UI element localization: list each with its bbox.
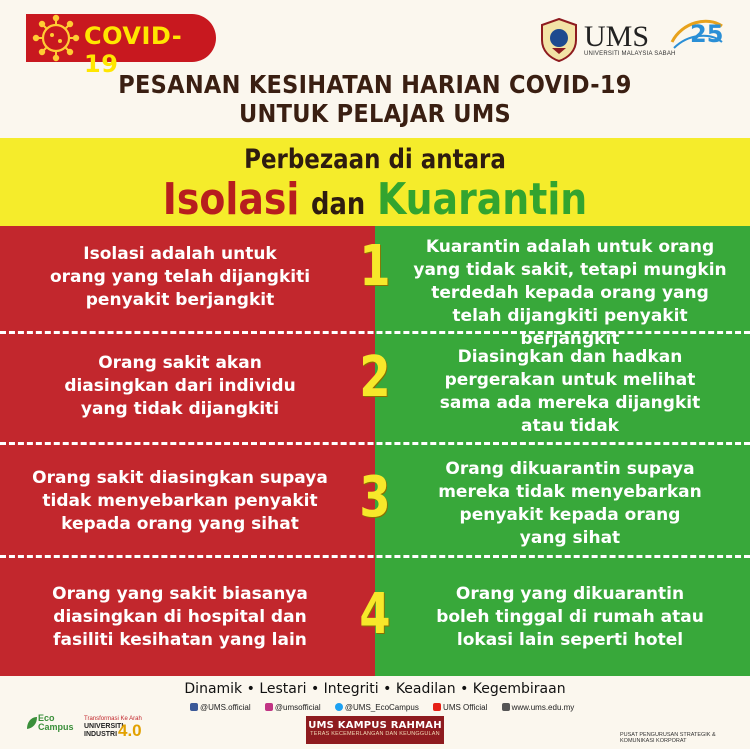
covid-badge-label: COVID-19 (84, 22, 183, 78)
social-facebook[interactable] (190, 703, 251, 712)
isolasi-point-3 (20, 467, 340, 536)
text-line: Orang sakit diasingkan supaya (32, 468, 328, 488)
social-handle: @UMS_EcoCampus (344, 703, 419, 712)
anniversary-number: 25 (690, 20, 724, 48)
isolasi-point-4 (20, 583, 340, 652)
kuarantin-point-2 (410, 346, 730, 438)
page-title-line2: UNTUK PELAJAR UMS (238, 99, 511, 128)
covid-badge (26, 14, 216, 78)
social-website[interactable] (502, 703, 575, 712)
row-number-4: 4 (359, 582, 391, 647)
comparison-subtitle: Perbezaan di antara (244, 144, 506, 175)
leaf-icon (26, 716, 38, 730)
text-line: boleh tinggal di rumah atau (436, 607, 704, 627)
text-line: yang sihat (519, 528, 621, 548)
text-line: tidak menyebarkan penyakit (42, 491, 318, 511)
isolasi-point-1 (20, 243, 340, 312)
row-divider (0, 555, 750, 558)
row-divider (0, 442, 750, 445)
text-line: telah dijangkiti penyakit berjangkit (452, 306, 688, 349)
text-line: diasingkan di hospital dan (53, 607, 307, 627)
text-line: Orang yang dikuarantin (455, 584, 685, 604)
text-line: orang yang telah dijangkiti (49, 267, 311, 287)
social-handle: @UMS.official (200, 703, 251, 712)
core-values: Dinamik • Lestari • Integriti • Keadilan • Kegembiraan (184, 681, 566, 697)
social-instagram[interactable] (265, 703, 321, 712)
social-youtube[interactable] (433, 703, 487, 712)
ums-logo-text: UMS (584, 20, 650, 53)
text-line: mereka tidak menyebarkan (438, 482, 702, 502)
industri-mid: UNIVERSITI INDUSTRI (84, 723, 124, 738)
text-line: Orang dikuarantin supaya (445, 459, 695, 479)
text-line: lokasi lain seperti hotel (456, 630, 684, 650)
footer (0, 676, 750, 749)
twitter-icon (335, 703, 343, 711)
kampus-rahmah-banner (306, 716, 444, 744)
isolasi-word: Isolasi (162, 174, 300, 225)
comparison-title (53, 174, 698, 225)
kuarantin-point-4 (410, 583, 730, 652)
text-line: diasingkan dari individu (64, 376, 296, 396)
industri-big: 4.0 (118, 721, 142, 740)
dan-word: dan (311, 187, 366, 222)
instagram-icon (265, 703, 273, 711)
text-line: fasiliti kesihatan yang lain (53, 630, 307, 650)
social-twitter[interactable] (335, 703, 419, 712)
row-number-3: 3 (359, 465, 391, 530)
facebook-icon (190, 703, 198, 711)
comparison-heading (0, 138, 750, 226)
text-line: Isolasi adalah untuk (83, 244, 277, 264)
kuarantin-point-3 (410, 458, 730, 550)
kuarantin-word: Kuarantin (376, 174, 588, 225)
text-line: yang tidak sakit, tetapi mungkin (413, 260, 727, 280)
industri-logo (84, 716, 144, 742)
text-line: pergerakan untuk melihat (444, 370, 696, 390)
isolasi-point-2 (20, 352, 340, 421)
ums-logo (540, 18, 676, 62)
social-handle: www.ums.edu.my (511, 703, 575, 712)
text-line: sama ada mereka dijangkit (439, 393, 701, 413)
anniversary-logo (668, 12, 726, 60)
text-line: penyakit kepada orang (459, 505, 681, 525)
text-line: Kuarantin adalah untuk orang (425, 237, 715, 257)
row-number-2: 2 (359, 345, 391, 410)
web-icon (502, 703, 510, 711)
social-links (190, 703, 580, 717)
text-line: terdedah kepada orang yang (431, 283, 709, 303)
virus-icon (32, 14, 80, 62)
row-number-1: 1 (359, 234, 391, 299)
kuarantin-point-1 (410, 236, 730, 351)
social-handle: UMS Official (443, 703, 488, 712)
text-line: Diasingkan dan hadkan (457, 347, 683, 367)
ums-logo-subtitle: UNIVERSITI MALAYSIA SABAH (584, 51, 676, 57)
kampus-rahmah-subtitle: TERAS KECEMERLANGAN DAN KEUNGGULAN (310, 731, 440, 737)
eco-campus-logo (26, 714, 72, 744)
text-line: Orang yang sakit biasanya (52, 584, 308, 604)
ums-crest-icon (540, 18, 578, 62)
industri-top: Transformasi Ke Arah (84, 716, 142, 722)
social-handle: @umsofficial (274, 703, 321, 712)
text-line: yang tidak dijangkiti (80, 399, 280, 419)
kampus-rahmah-title: UMS KAMPUS RAHMAH (308, 720, 442, 731)
youtube-icon (433, 703, 441, 711)
page-title-line1: PESANAN KESIHATAN HARIAN COVID-19 (118, 70, 632, 99)
text-line: Orang sakit akan (98, 353, 262, 373)
eco-campus-text: Eco Campus (38, 713, 74, 732)
header (0, 0, 750, 138)
psk-logo: PUSAT PENGURUSAN STRATEGIK & KOMUNIKASI KORPORAT (620, 732, 716, 744)
text-line: penyakit berjangkit (85, 290, 275, 310)
text-line: atau tidak (521, 416, 619, 436)
text-line: kepada orang yang sihat (61, 514, 299, 534)
